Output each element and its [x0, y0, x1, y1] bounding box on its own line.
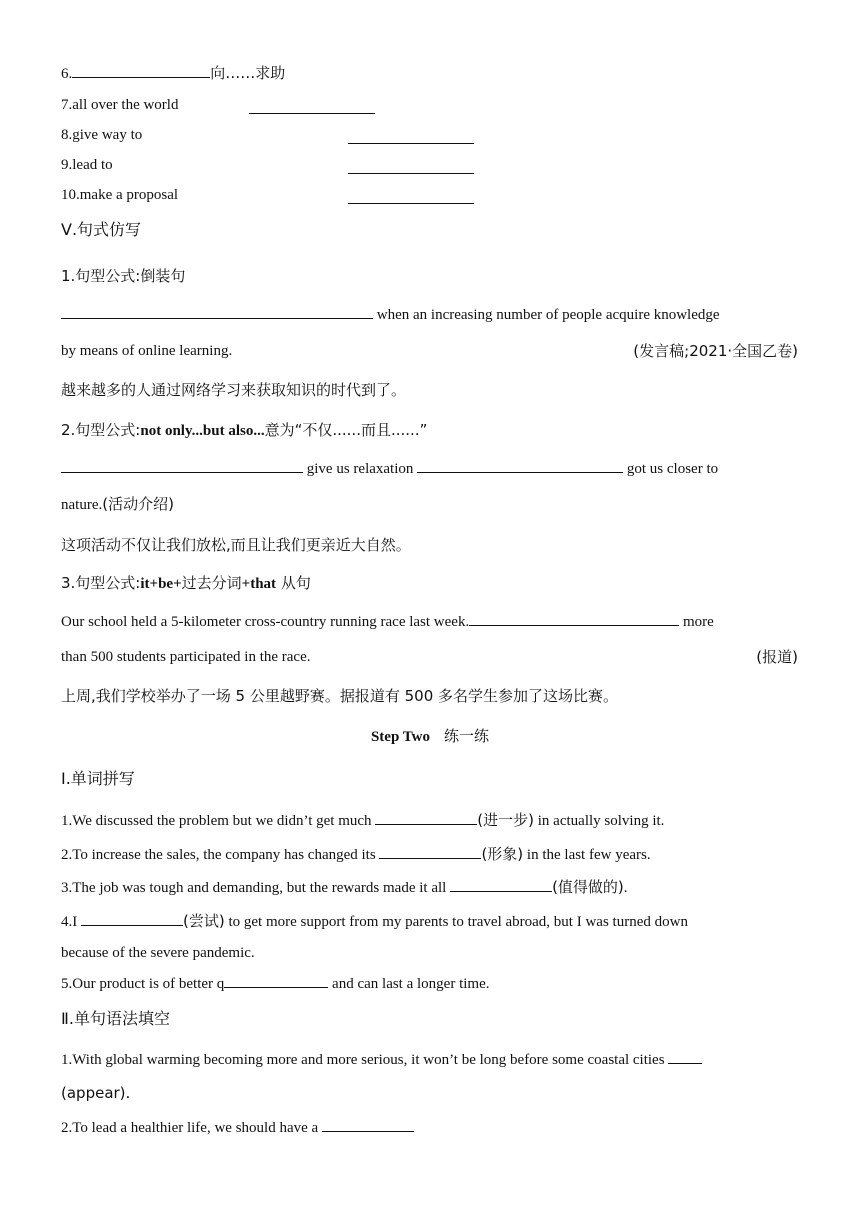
p1-q2-pre: 2.To increase the sales, the company has changed its	[61, 847, 380, 863]
p1-q2-hint: (形象)	[481, 845, 524, 863]
part-1-heading: Ⅰ.单词拼写	[61, 769, 135, 788]
s1-line1-text: when an increasing number of people acquire knowledge	[373, 307, 720, 323]
phrase-6-number: 6.	[61, 66, 73, 82]
s1-translation: 越来越多的人通过网络学习来获取知识的时代到了。	[61, 381, 407, 399]
p1-q1-post: in actually solving it.	[534, 813, 665, 829]
s3-source: (报道)	[756, 648, 798, 666]
s2-line2	[61, 494, 174, 515]
p1-q1	[61, 810, 664, 831]
s1-line2: by means of online learning.	[61, 343, 233, 359]
step-two-title	[0, 725, 860, 746]
s2-blank-1[interactable]	[61, 458, 303, 473]
p2-q1-line2: (appear).	[61, 1084, 131, 1102]
phrase-8-text: 8.give way to	[61, 127, 143, 143]
s2-title-suffix: 意为“不仅......而且......”	[264, 421, 428, 439]
p1-q4-post: to get more support from my parents to travel abroad, but I was turned down	[224, 914, 688, 930]
p2-q2	[61, 1117, 414, 1138]
phrase-8-blank[interactable]	[348, 129, 474, 144]
s2-title-prefix: 2.句型公式:	[61, 421, 141, 439]
p1-q4-blank[interactable]	[81, 911, 183, 926]
p1-q2-blank[interactable]	[379, 844, 481, 859]
s2-translation: 这项活动不仅让我们放松,而且让我们更亲近大自然。	[61, 536, 411, 554]
s2-mid-text: give us relaxation	[303, 461, 418, 477]
s3-title-b1: it+be+	[140, 576, 182, 592]
phrase-6-blank[interactable]	[72, 63, 210, 78]
s2-blank-2[interactable]	[417, 458, 623, 473]
s1-blank[interactable]	[61, 304, 373, 319]
phrase-8	[61, 125, 142, 145]
step-two-subtitle: 练一练	[444, 727, 490, 745]
p1-q3-pre: 3.The job was tough and demanding, but the rewards made it all	[61, 880, 451, 896]
phrase-7	[61, 95, 178, 115]
p1-q5	[61, 973, 490, 994]
phrase-7-blank[interactable]	[249, 99, 375, 114]
p1-q4	[61, 911, 688, 932]
s3-title	[61, 573, 311, 594]
s3-translation: 上周,我们学校举办了一场 5 公里越野赛。据报道有 500 多名学生参加了这场比赛。	[61, 687, 619, 705]
p1-q2	[61, 844, 651, 865]
phrase-9-text: 9.lead to	[61, 157, 113, 173]
p1-q1-pre: 1.We discussed the problem but we didn’t get much	[61, 813, 376, 829]
s3-title-c2: 从句	[276, 574, 311, 592]
phrase-6-meaning: 向……求助	[210, 64, 286, 82]
p1-q4-pre: 4.I	[61, 914, 81, 930]
p1-q2-post: in the last few years.	[523, 847, 651, 863]
s2-end-text: got us closer to	[623, 461, 719, 477]
s2-title-bold: not only...but also...	[140, 423, 265, 439]
s3-blank[interactable]	[469, 611, 679, 626]
phrase-9-blank[interactable]	[348, 159, 474, 174]
s2-title	[61, 420, 427, 441]
p2-q2-text: 2.To lead a healthier life, we should have a	[61, 1120, 322, 1136]
s3-title-b2: +that	[241, 576, 277, 592]
s3-line1-end: more	[679, 614, 714, 630]
s2-line2-text: nature.	[61, 497, 103, 513]
p1-q1-blank[interactable]	[375, 810, 477, 825]
p1-q3-post: .	[623, 880, 628, 896]
p1-q5-blank[interactable]	[224, 973, 328, 988]
s2-source: (活动介绍)	[102, 495, 174, 513]
part-2-heading: Ⅱ.单句语法填空	[61, 1009, 170, 1028]
s3-line1	[61, 611, 714, 632]
phrase-10-blank[interactable]	[348, 189, 474, 204]
p1-q5-post: and can last a longer time.	[328, 976, 490, 992]
p2-q1-blank[interactable]	[668, 1049, 702, 1064]
s2-line1	[61, 458, 718, 479]
p1-q4-line2: because of the severe pandemic.	[61, 945, 255, 961]
phrase-10-text: 10.make a proposal	[61, 187, 179, 203]
p2-q1	[61, 1049, 702, 1070]
p2-q1-text: 1.With global warming becoming more and more serious, it won’t be long before some coastal cities	[61, 1052, 669, 1068]
phrase-7-text: 7.all over the world	[61, 97, 179, 113]
section-5-heading: Ⅴ.句式仿写	[61, 220, 142, 239]
phrase-9	[61, 155, 113, 175]
p1-q3-blank[interactable]	[450, 877, 552, 892]
s3-title-prefix: 3.句型公式:	[61, 574, 141, 592]
s1-title: 1.句型公式:倒装句	[61, 267, 186, 285]
p2-q2-blank[interactable]	[322, 1117, 414, 1132]
s1-source: (发言稿;2021·全国乙卷)	[633, 342, 798, 360]
p1-q4-hint: (尝试)	[183, 912, 225, 930]
step-two-label: Step Two	[370, 729, 431, 745]
p1-q3-hint: (值得做的)	[552, 878, 624, 896]
s3-line1-text: Our school held a 5-kilometer cross-country running race last week.	[61, 614, 470, 630]
s1-line1	[61, 304, 720, 325]
s3-title-c1: 过去分词	[181, 574, 242, 592]
p1-q3	[61, 877, 628, 898]
phrase-10	[61, 185, 178, 205]
s3-line2: than 500 students participated in the race.	[61, 649, 311, 665]
p1-q1-hint: (进一步)	[477, 811, 535, 829]
p1-q5-pre: 5.Our product is of better q	[61, 976, 225, 992]
phrase-6	[61, 63, 285, 84]
